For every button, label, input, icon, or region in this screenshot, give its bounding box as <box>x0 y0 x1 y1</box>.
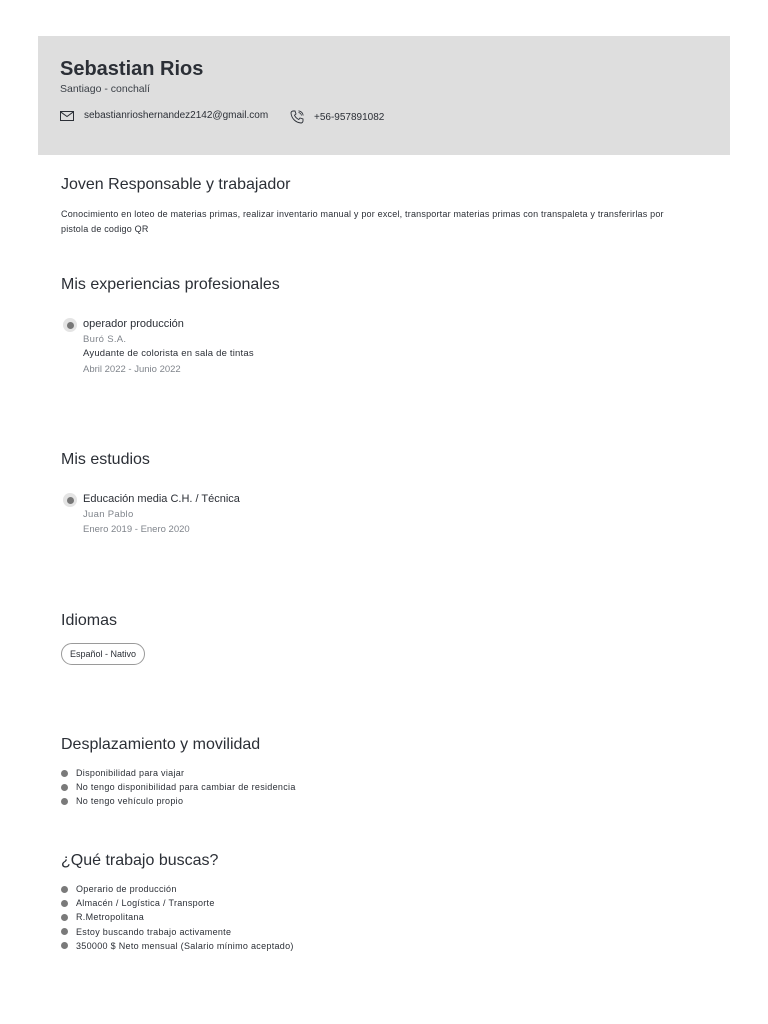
experience-company: Buró S.A. <box>83 334 127 345</box>
list-item: Operario de producción <box>61 882 294 896</box>
header <box>38 36 730 155</box>
language-pill: Español - Nativo <box>61 643 145 665</box>
summary-title: Joven Responsable y trabajador <box>61 176 291 193</box>
bullet-dot <box>61 798 68 805</box>
languages-title: Idiomas <box>61 612 118 629</box>
mobility-list <box>61 766 296 809</box>
list-item: No tengo disponibilidad para cambiar de residencia <box>61 780 296 794</box>
mobility-title: Desplazamiento y movilidad <box>61 736 261 753</box>
envelope-icon <box>60 111 74 121</box>
bullet-dot <box>61 942 68 949</box>
job-search-list <box>61 882 294 953</box>
list-item: No tengo vehículo propio <box>61 794 296 808</box>
summary-text: Conocimiento en loteo de materias primas, realizar inventario manual y por excel, transportar materias primas con transpaleta y transferirlas por pistola de codigo QR <box>61 209 664 234</box>
email-text[interactable]: sebastianrioshernandez2142@gmail.com <box>84 110 269 121</box>
phone-text[interactable]: +56-957891082 <box>314 111 385 123</box>
list-item: Almacén / Logística / Transporte <box>61 896 294 910</box>
job-search-title: ¿Qué trabajo buscas? <box>61 852 219 869</box>
experience-position: operador producción <box>83 318 184 330</box>
email-contact[interactable] <box>60 110 268 121</box>
candidate-name: Sebastian Rios <box>60 58 204 80</box>
bullet-dot <box>61 886 68 893</box>
bullet-dot <box>61 928 68 935</box>
education-degree: Educación media C.H. / Técnica <box>83 493 240 505</box>
timeline-dot <box>63 493 77 507</box>
phone-contact[interactable] <box>290 110 384 124</box>
education-dates: Enero 2019 - Enero 2020 <box>83 524 190 535</box>
list-item: R.Metropolitana <box>61 910 294 924</box>
list-item: Estoy buscando trabajo activamente <box>61 925 294 939</box>
bullet-dot <box>61 900 68 907</box>
phone-icon <box>290 110 304 124</box>
candidate-location: Santiago - conchalí <box>60 83 150 95</box>
list-item: Disponibilidad para viajar <box>61 766 296 780</box>
list-item: 350000 $ Neto mensual (Salario mínimo aceptado) <box>61 939 294 953</box>
education-title: Mis estudios <box>61 451 150 468</box>
bullet-dot <box>61 770 68 777</box>
experience-title: Mis experiencias profesionales <box>61 276 280 293</box>
experience-dates: Abril 2022 - Junio 2022 <box>83 364 181 375</box>
bullet-dot <box>61 784 68 791</box>
education-school: Juan Pablo <box>83 509 134 520</box>
bullet-dot <box>61 914 68 921</box>
experience-description: Ayudante de colorista en sala de tintas <box>83 348 254 359</box>
timeline-dot <box>63 318 77 332</box>
